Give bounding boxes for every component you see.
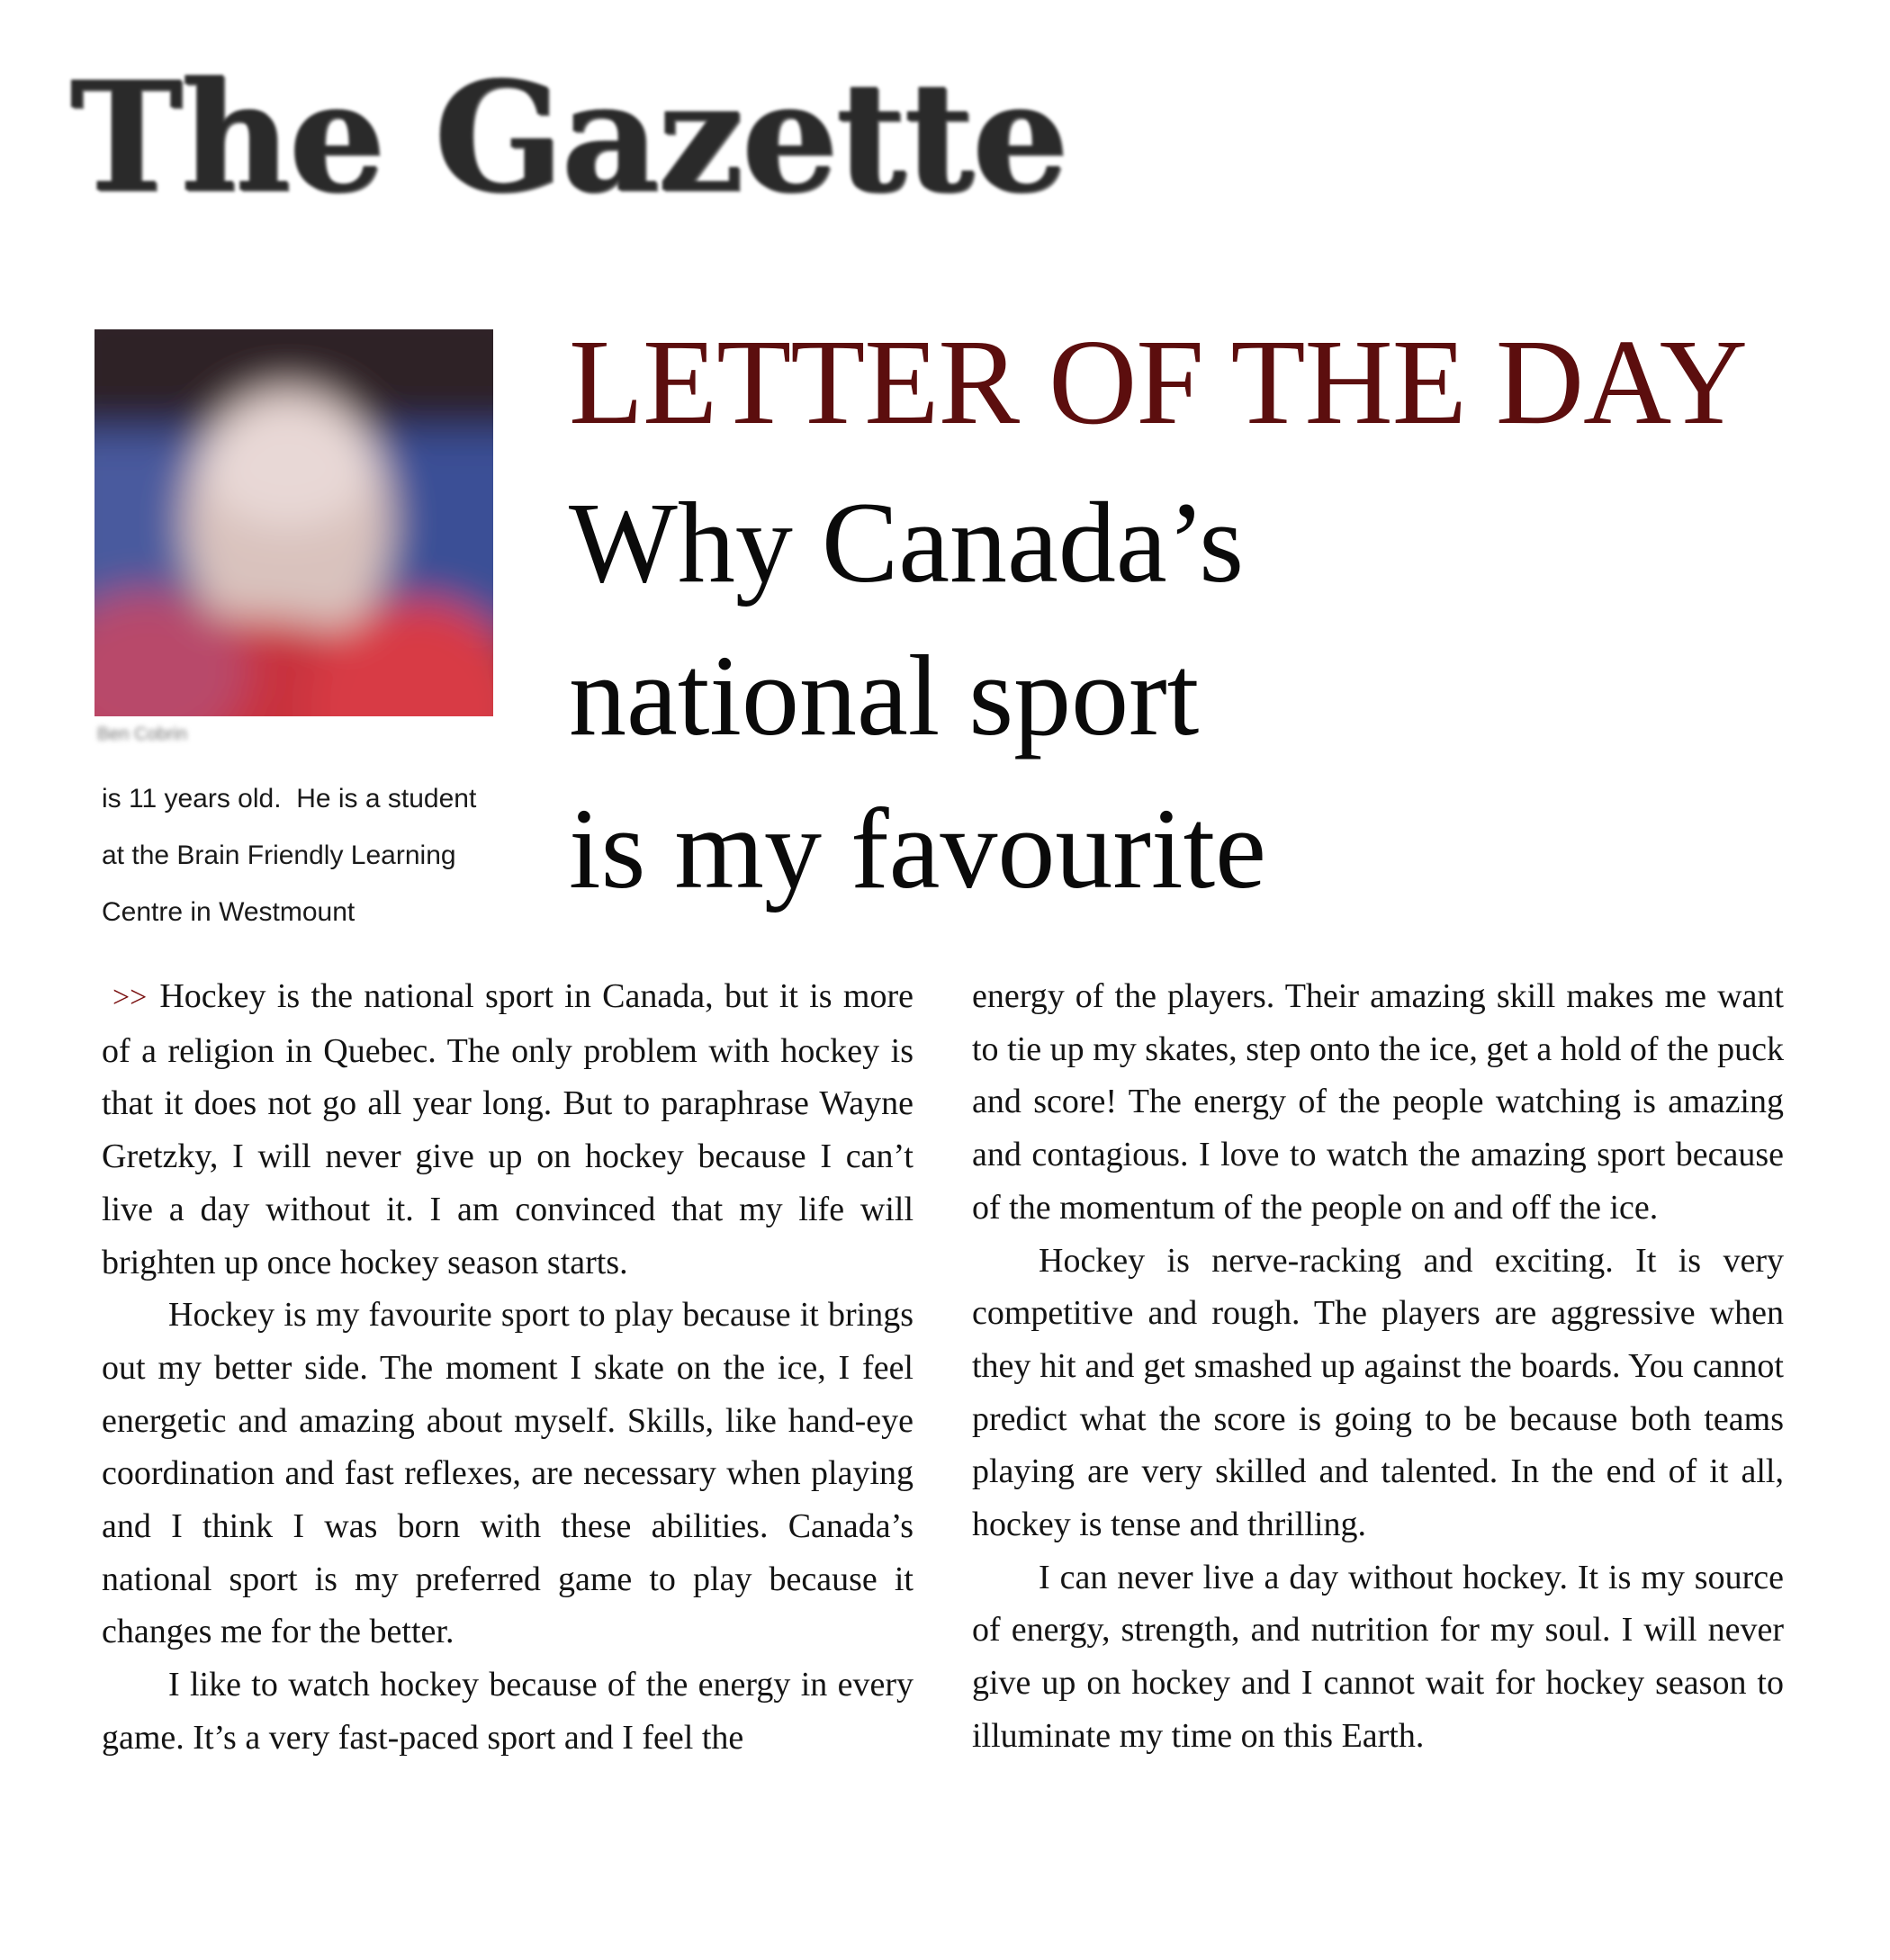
article-paragraph: Hockey is my favourite sport to play because it brings out my better side. The moment I skate on the ice, I feel energetic and amazing about myself. Skills, like hand-eye coordination and fast reflexes, are necessary when playing and I think I was born with these abilities. Canada’s national sport is my preferred game to play because it changes me for the better. [102,1296,914,1651]
bio-line: Centre in Westmount [102,897,356,927]
article-column-right [972,970,1784,1763]
author-photo [94,329,493,716]
article-paragraph: I can never live a day without hockey. It is my source of energy, strength, and nutrition for my soul. I will never give up on hockey and I cannot wait for hockey season to illuminate my time on this Earth. [972,1558,1784,1755]
bio-line: at the Brain Friendly Learning [102,841,456,870]
article-paragraph: I like to watch hockey because of the energy in every game. It’s a very fast-paced sport and I feel the [102,1666,914,1757]
paragraph-text: Hockey is the national sport in Canada, but it is more of a religion in Quebec. The only problem with hockey is that it does not go all year long. But to paraphrase Wayne Gretzky, I will never give up on hockey because I can’t live a day without it. I am convinced that my life will brighten up once hockey season starts. [102,977,914,1281]
photo-credit-text: Ben Cobrin [97,724,188,744]
bio-line: is 11 years old. He is a student [102,784,477,814]
author-bio [102,770,489,940]
newspaper-name: The Gazette [70,48,1067,226]
headline-line: Why Canada’s [569,479,1244,607]
headline-line: national sport [569,632,1200,760]
article-paragraph: energy of the players. Their amazing skill makes me want to tie up my skates, step onto the ice, get a hold of the puck and score! The energy of the people watching is amazing and contagious. I love to watch the amazing sport because of the momentum of the people on and off the ice. [972,977,1784,1227]
section-kicker: LETTER OF THE DAY [569,315,1747,450]
author-photo-image [94,329,493,716]
masthead-logo [70,48,1067,226]
headline-line: is my favourite [569,785,1266,913]
article-column-left [102,970,914,1765]
headline [569,466,1469,925]
photo-credit [97,724,259,746]
lead-marker: >> [112,981,148,1014]
article-paragraph [102,970,914,1289]
article-paragraph: Hockey is nerve-racking and exciting. It is very competitive and rough. The players are aggressive when they hit and get smashed up against the boards. You cannot predict what the score is going to be because both teams playing are very skilled and talented. In the end of it all, hockey is tense and thrilling. [972,1241,1784,1544]
